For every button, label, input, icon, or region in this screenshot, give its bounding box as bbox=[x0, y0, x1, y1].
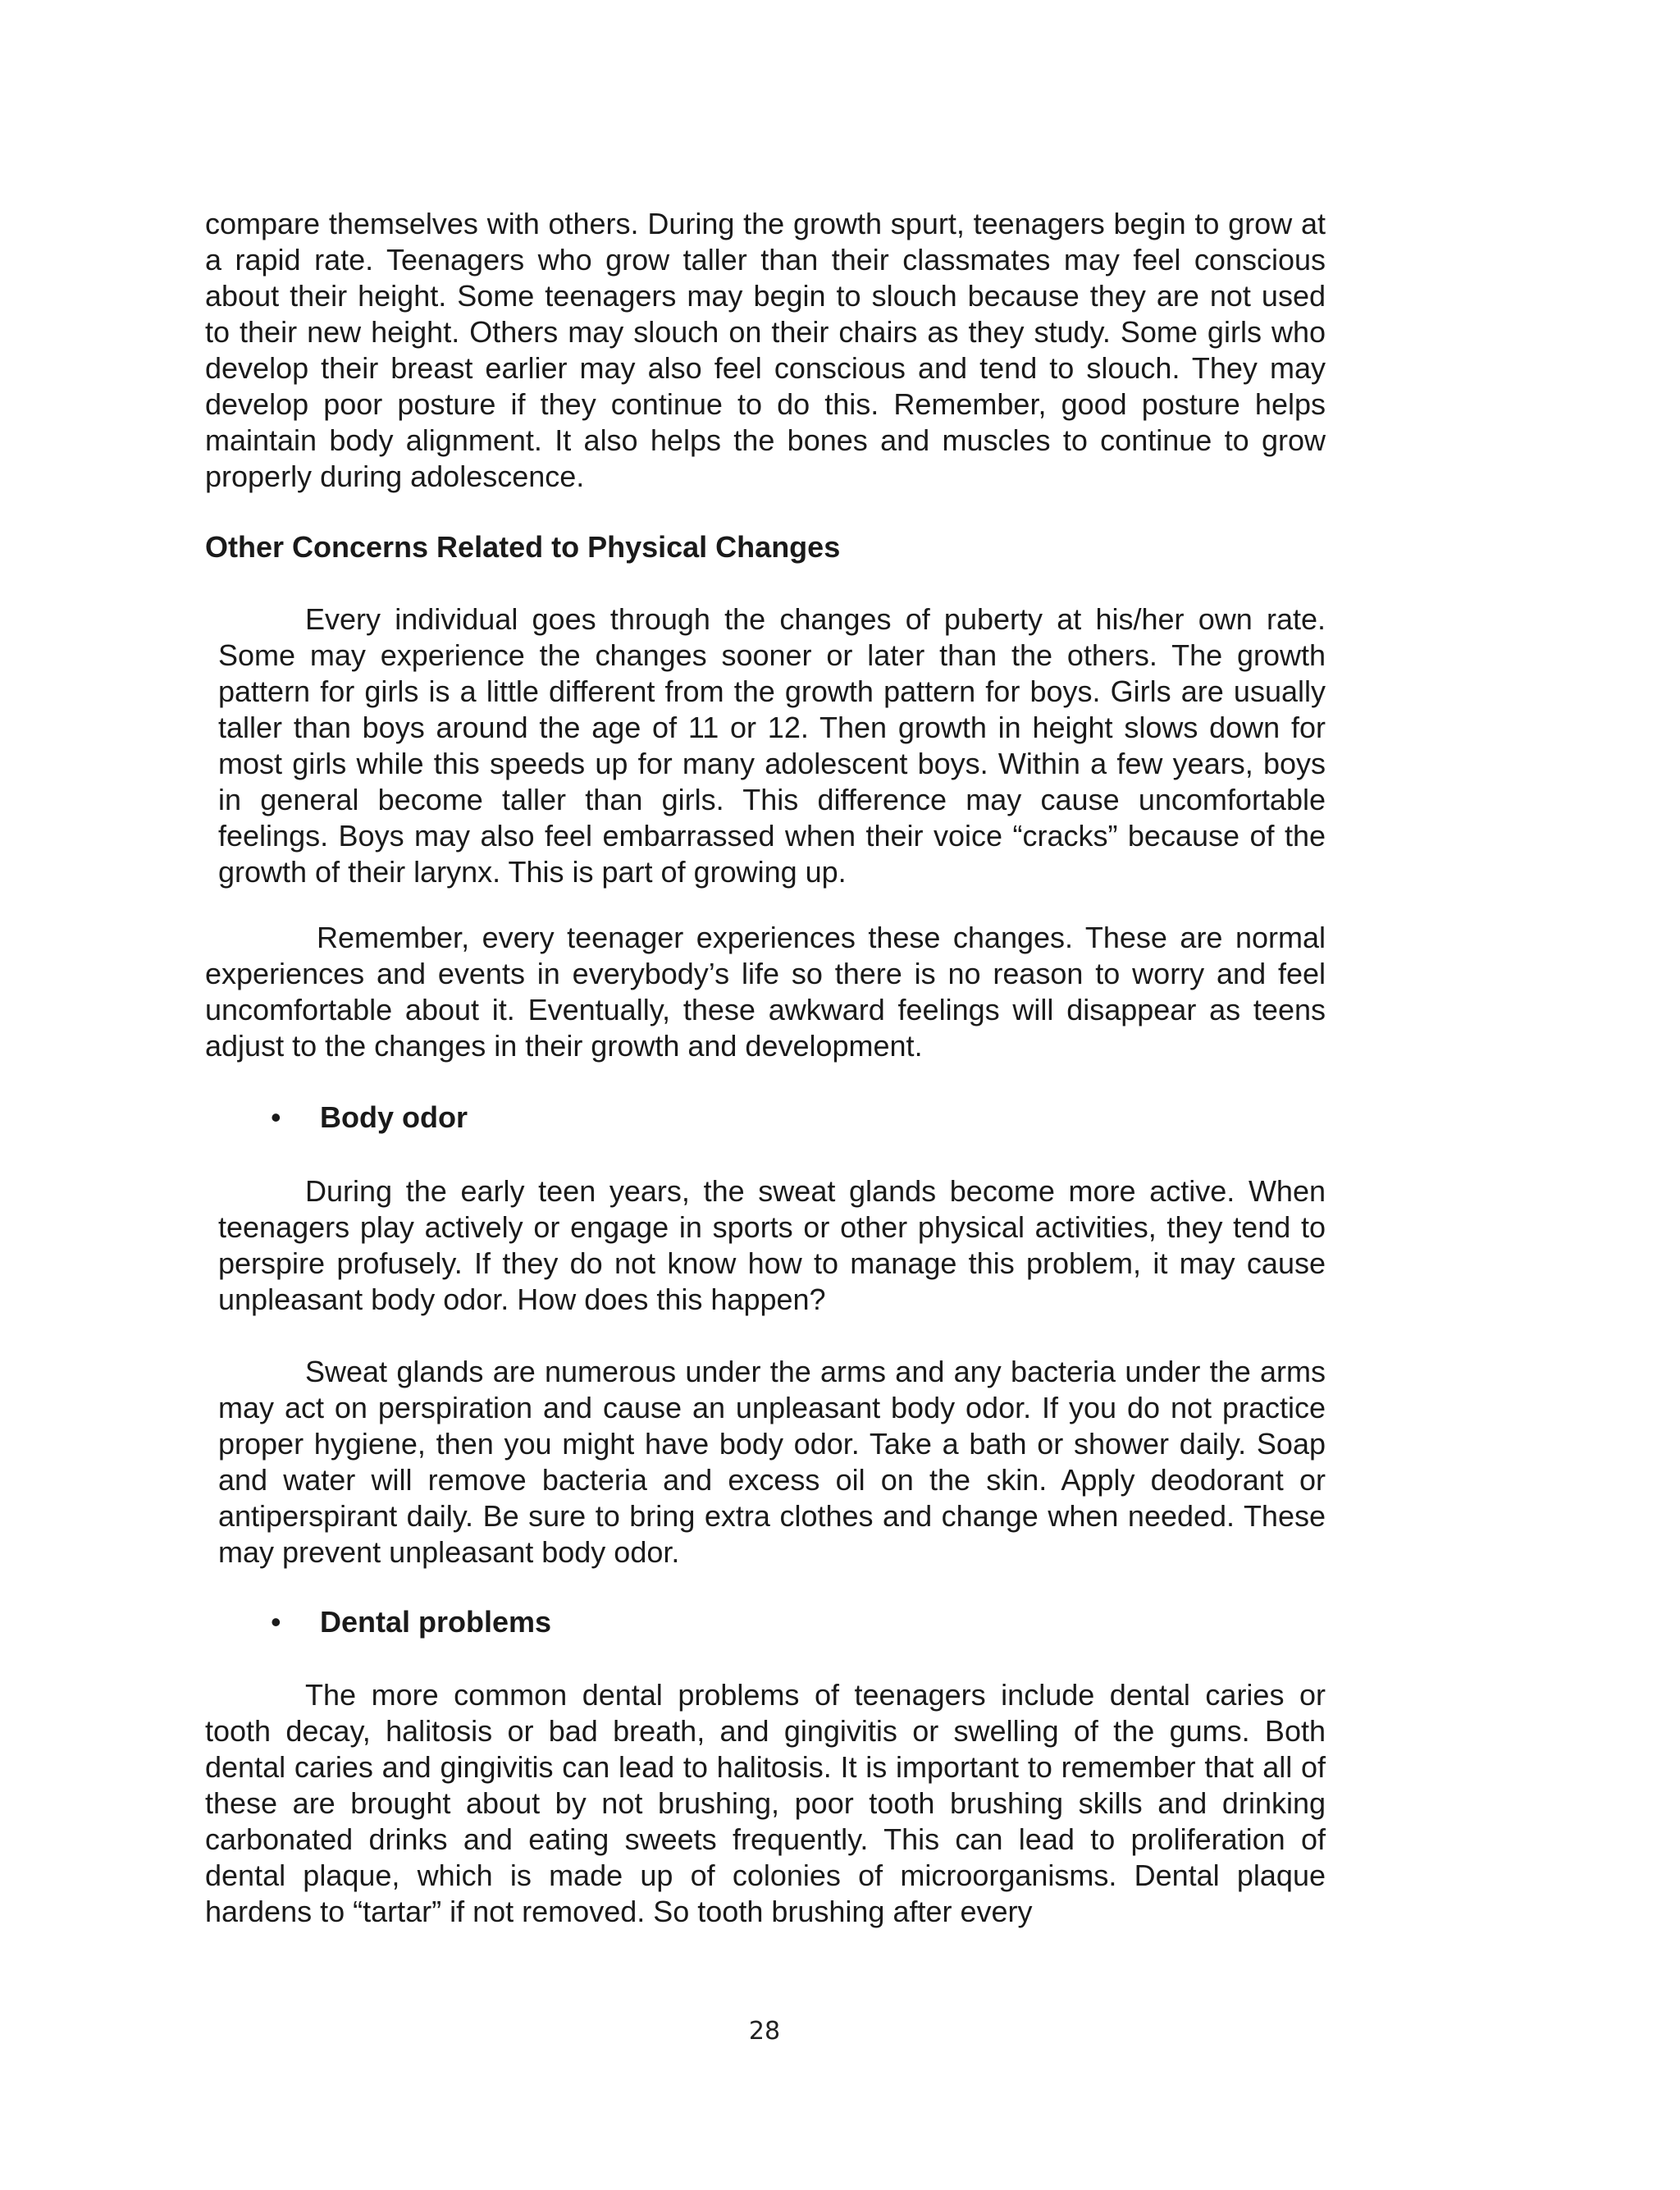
bullet-icon: • bbox=[271, 1100, 281, 1134]
bullet-heading-body-odor bbox=[271, 1100, 599, 1136]
paragraph-dental: The more common dental problems of teenagers include dental caries or tooth decay, halitosis or bad breath, and gingivitis or swelling of the gums. Both dental caries and gingivitis can lead to halitosis. It is important to remember that all of these are brought about by not brushing, poor tooth brushing skills and drinking carbonated drinks and eating sweets frequently. This can lead to proliferation of dental plaque, which is made up of colonies of microorganisms. Dental plaque hardens to “tartar” if not removed. So tooth brushing after every bbox=[205, 1678, 1326, 1928]
bullet-label-dental-problems: Dental problems bbox=[320, 1605, 552, 1639]
bullet-heading-dental-problems bbox=[271, 1604, 681, 1640]
bullet-icon: • bbox=[271, 1605, 281, 1639]
paragraph-remember: Remember, every teenager experiences these changes. These are normal experiences and events in everybody’s life so there is no reason to worry and feel uncomfortable about it. Eventually, these awkward feelings will disappear as teens adjust to the changes in their growth and development. bbox=[205, 921, 1326, 1063]
bullet-label-body-odor: Body odor bbox=[320, 1100, 468, 1134]
page-number: 28 bbox=[748, 2017, 781, 2046]
paragraph-sweat-glands-active: During the early teen years, the sweat glands become more active. When teenagers play actively or engage in sports or other physical activities, they tend to perspire profusely. If they do not know how to manage this problem, it may cause unpleasant body odor. How does this happen? bbox=[218, 1174, 1326, 1316]
paragraph-puberty-rate: Every individual goes through the changes of puberty at his/her own rate. Some may experience the changes sooner or later than the others. The growth pattern for girls is a little different from the growth pattern for boys. Girls are usually taller than boys around the age of 11 or 12. Then growth in height slows down for most girls while this speeds up for many adolescent boys. Within a few years, boys in general become taller than girls. This difference may cause uncomfortable feelings. Boys may also feel embarrassed when their voice “cracks” because of the growth of their larynx. This is part of growing up. bbox=[218, 602, 1326, 889]
section-heading-other-concerns: Other Concerns Related to Physical Changes bbox=[205, 530, 841, 564]
paragraph-sweat-glands-bacteria: Sweat glands are numerous under the arms and any bacteria under the arms may act on perspiration and cause an unpleasant body odor. If you do not practice proper hygiene, then you might have body odor. Take a bath or shower daily. Soap and water will remove bacteria and excess oil on the skin. Apply deodorant or antiperspirant daily. Be sure to bring extra clothes and change when needed. These may prevent unpleasant body odor. bbox=[218, 1355, 1326, 1569]
paragraph-intro-continuation: compare themselves with others. During the growth spurt, teenagers begin to grow at a rapid rate. Teenagers who grow taller than their classmates may feel conscious about their height. Some teenagers may begin to slouch because they are not used to their new height. Others may slouch on their chairs as they study. Some girls who develop their breast earlier may also feel conscious and tend to slouch. They may develop poor posture if they continue to do this. Remember, good posture helps maintain body alignment. It also helps the bones and muscles to continue to grow properly during adolescence. bbox=[205, 207, 1326, 493]
